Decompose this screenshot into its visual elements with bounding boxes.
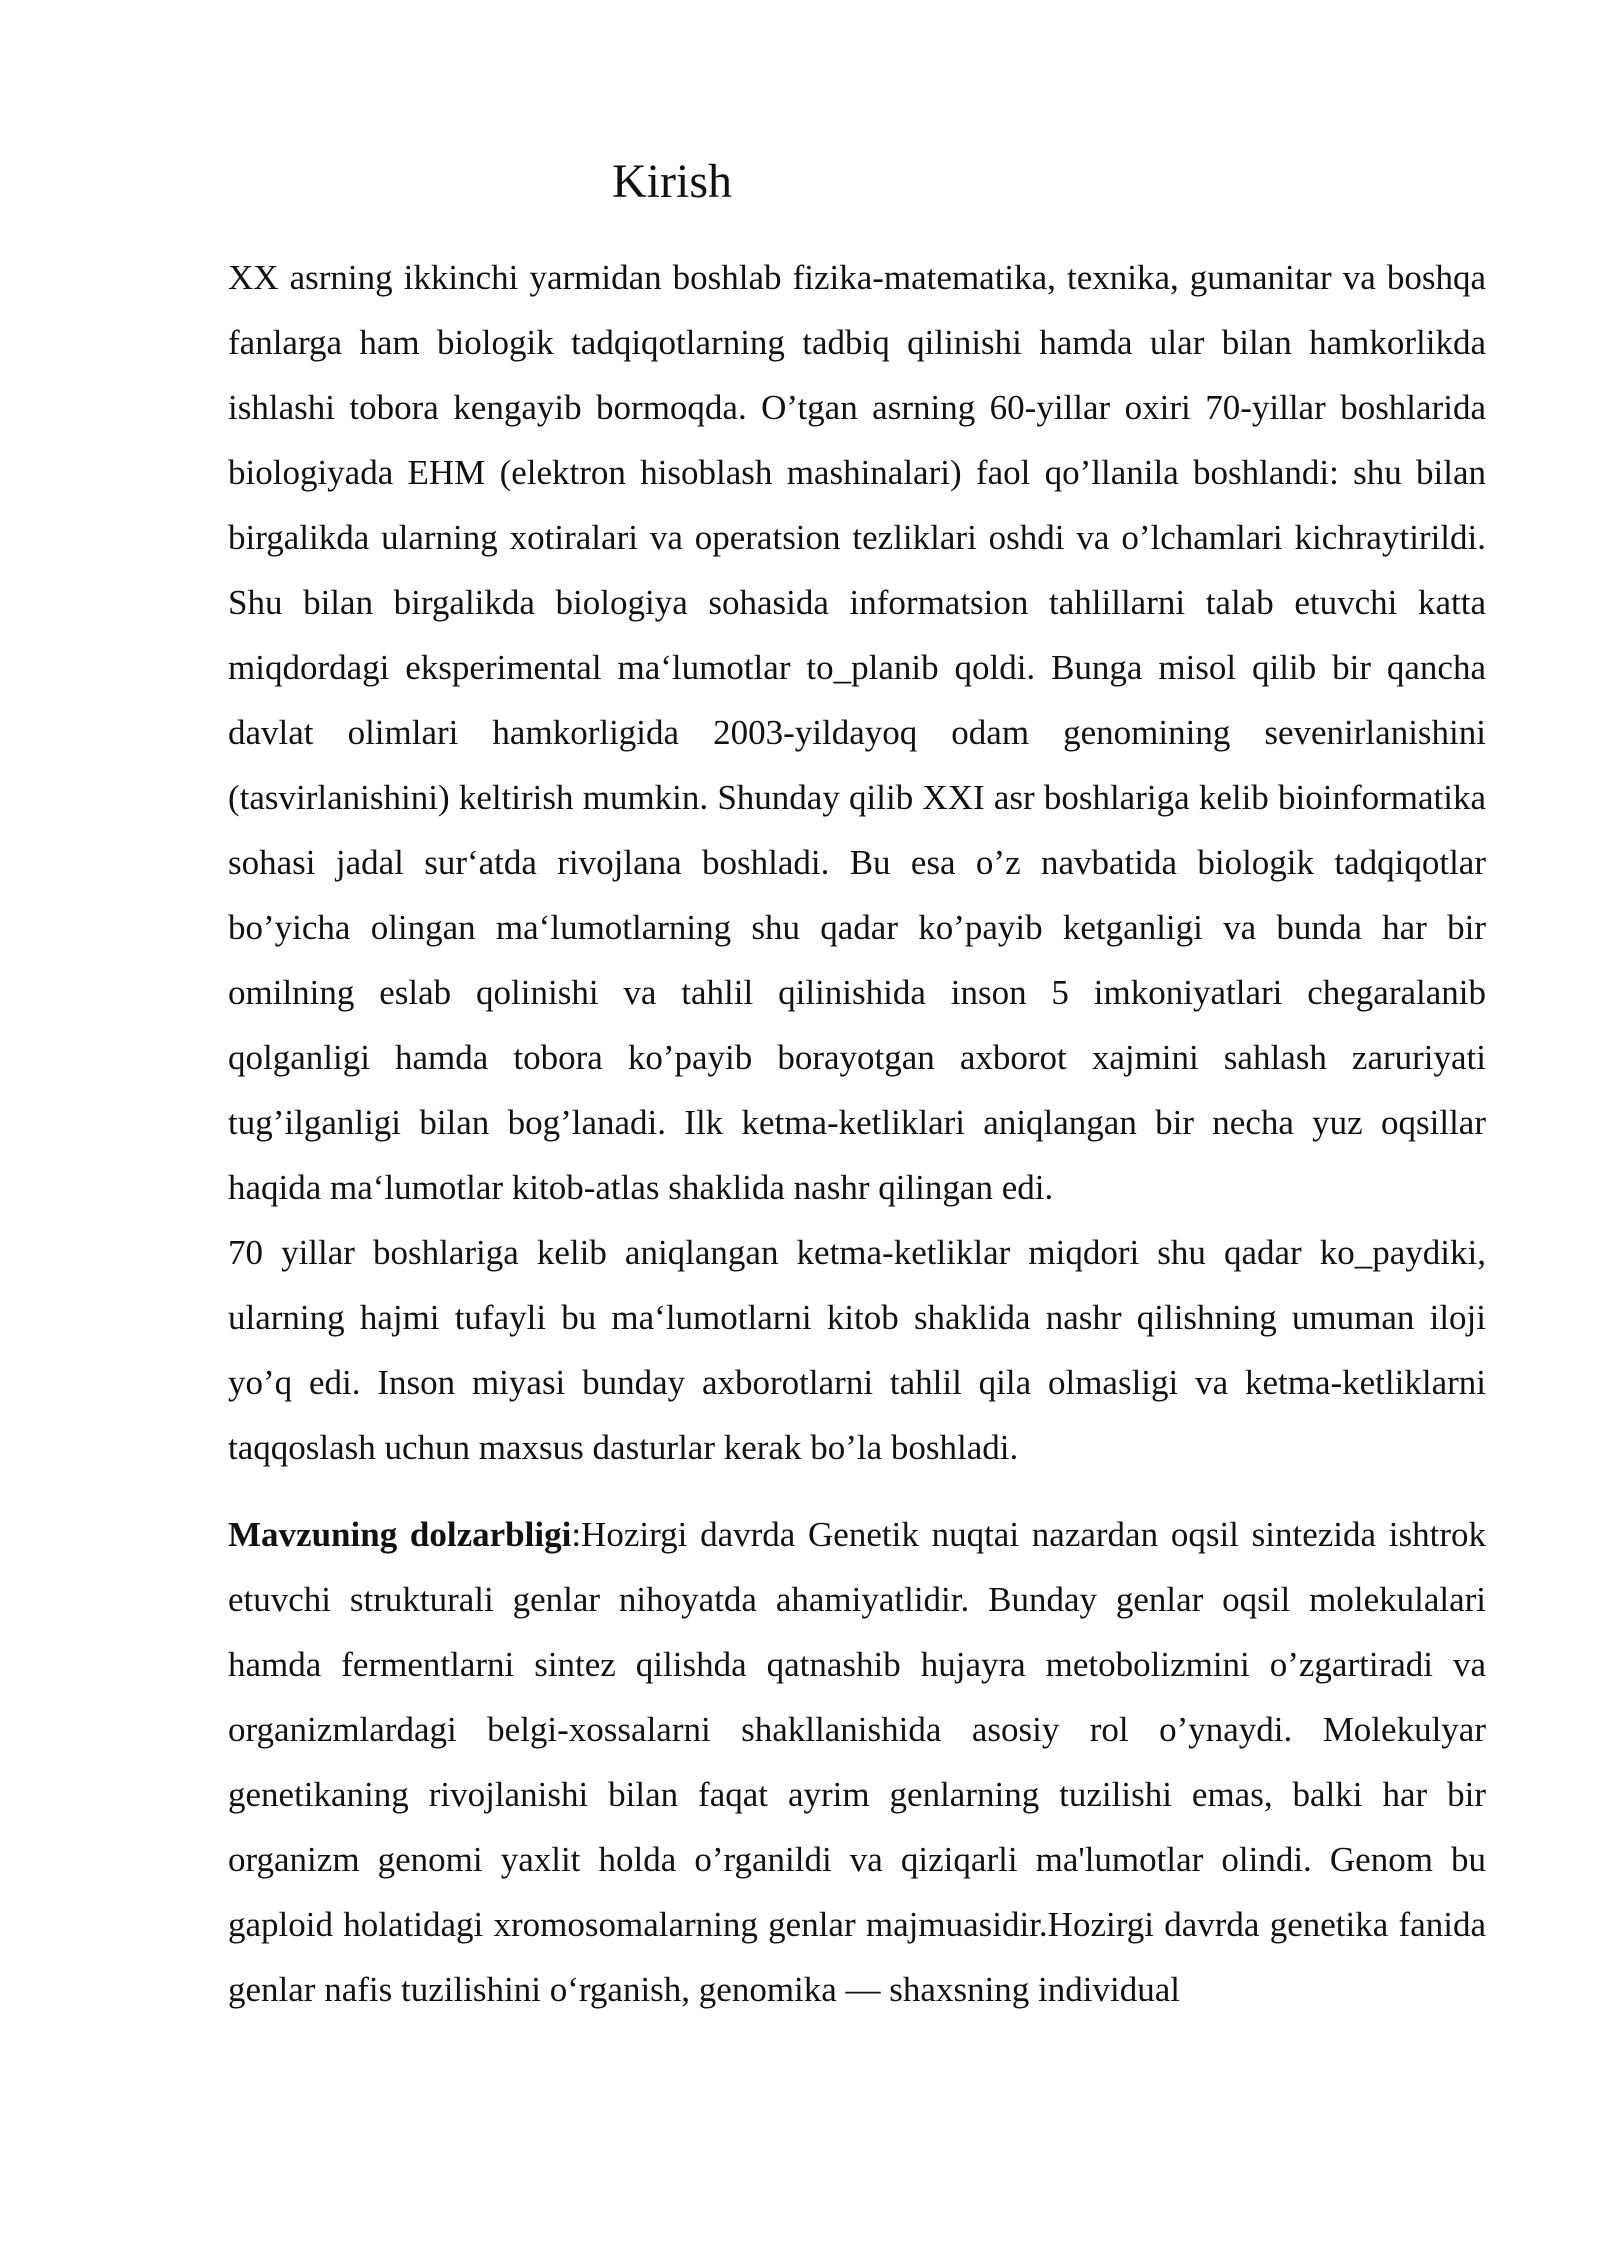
relevance-heading: Mavzuning dolzarbligi [228,1515,572,1554]
paragraph-seventies: 70 yillar boshlariga kelib aniqlangan ketma-ketliklar miqdori shu qadar ko_paydiki, ularning hajmi tufayli bu ma‘lumotlarni kitob shaklida nashr qilishning umuman iloji yo’q edi. Inson miyasi bunday axborotlarni tahlil qila olmasligi va ketma-ketliklarni taqqoslash uchun maxsus dasturlar kerak bo’la boshladi. [228,1233,1486,1467]
page-title: Kirish [612,155,732,208]
paragraph-spacer [228,1480,1486,1502]
relevance-text: :Hozirgi davrda Genetik nuqtai nazardan oqsil sintezida ishtrok etuvchi strukturali genlar nihoyatda ahamiyatlidir. Bunday genlar oqsil molekulalari hamda fermentlarni sintez qilishda qatnashib hujayra metobolizmini o’zgartiradi va organizmlardagi belgi-xossalarni shakllanishida asosiy rol o’ynaydi. Molekulyar genetikaning rivojlanishi bilan faqat ayrim genlarning tuzilishi emas, balki har bir organizm genomi yaxlit holda o’rganildi va qiziqarli ma'lumotlar olindi. Genom bu gaploid holatidagi xromosomalarning genlar majmuasidir.Hozirgi davrda genetika fanida genlar nafis tuzilishini o‘rganish, genomika — shaxsning individual [228,1515,1486,2009]
paragraph-relevance [228,1502,1486,2022]
paragraph-introduction: XX asrning ikkinchi yarmidan boshlab fizika-matematika, texnika, gumanitar va boshqa fanlarga ham biologik tadqiqotlarning tadbiq qilinishi hamda ular bilan hamkorlikda ishlashi tobora kengayib bormoqda. O’tgan asrning 60-yillar oxiri 70-yillar boshlarida biologiyada EHM (elektron hisoblash mashinalari) faol qo’llanila boshlandi: shu bilan birgalikda ularning xotiralari va operatsion tezliklari oshdi va o’lchamlari kichraytirildi. Shu bilan birgalikda biologiya sohasida informatsion tahlillarni talab etuvchi katta miqdordagi eksperimental ma‘lumotlar to_planib qoldi. Bunga misol qilib bir qancha davlat olimlari hamkorligida 2003-yildayoq odam genomining sevenirlanishini (tasvirlanishini) keltirish mumkin. Shunday qilib XXI asr boshlariga kelib bioinformatika sohasi jadal sur‘atda rivojlana boshladi. Bu esa o’z navbatida biologik tadqiqotlar bo’yicha olingan ma‘lumotlarning shu qadar ko’payib ketganligi va bunda har bir omilning eslab qolinishi va tahlil qilinishida inson 5 imkoniyatlari chegaralanib qolganligi hamda tobora ko’payib borayotgan axborot xajmini sahlash zaruriyati tug’ilganligi bilan bog’lanadi. Ilk ketma-ketliklari aniqlangan bir necha yuz oqsillar haqida ma‘lumotlar kitob-atlas shaklida nashr qilingan edi. [228,258,1486,1207]
document-body [228,245,1486,2022]
